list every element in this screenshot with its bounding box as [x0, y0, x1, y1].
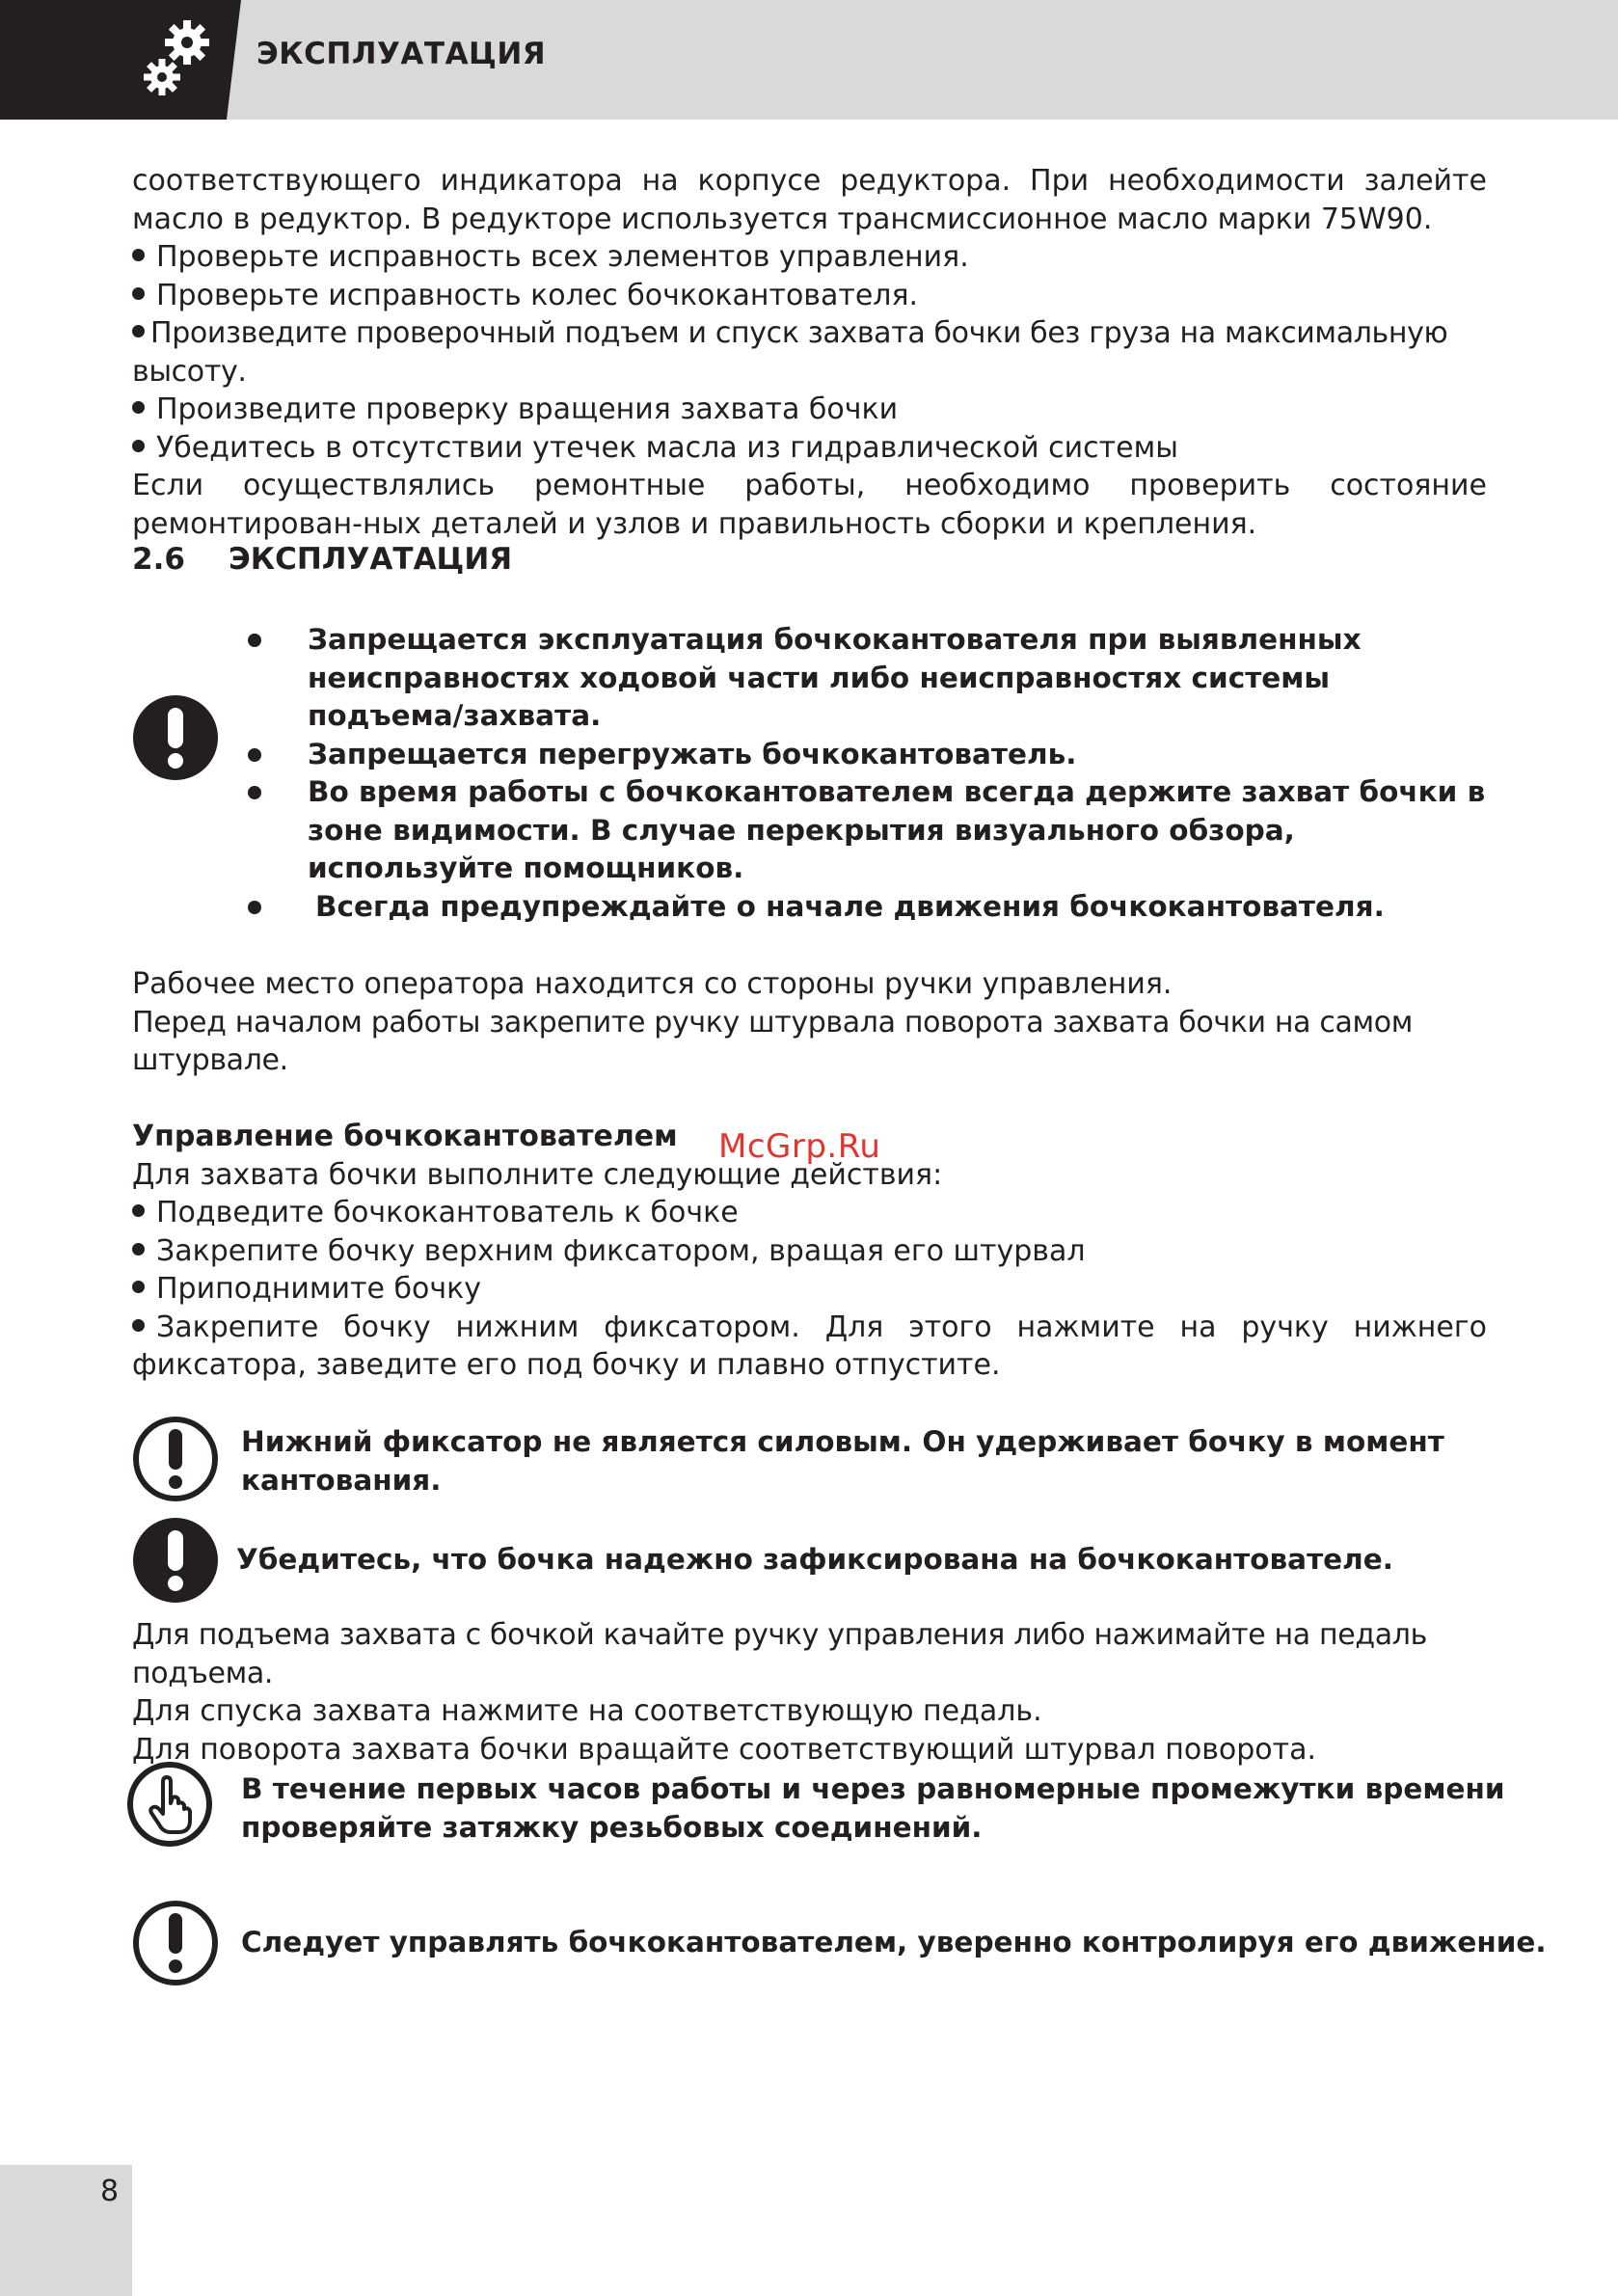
bullet-icon — [132, 1319, 145, 1332]
page-number: 8 — [100, 2174, 120, 2208]
hand-pointer-icon — [126, 1761, 213, 1848]
bullet-icon — [248, 901, 261, 914]
bullet-icon — [248, 786, 261, 799]
intro-paragraph: соответствующего индикатора на корпусе редуктора. При необходимости залейте масло в редуктор. В редукторе используется трансмиссионное масло марки 75W90. — [132, 164, 1487, 236]
lifting-line: Для спуска захвата нажмите на соответствующую педаль. — [132, 1694, 1042, 1728]
section-number: 2.6 — [132, 542, 185, 577]
bullet-icon — [132, 249, 145, 261]
list-item: Закрепите бочку верхним фиксатором, вращая его штурвал — [132, 1232, 1487, 1271]
control-heading: Управление бочкокантователем — [132, 1120, 678, 1153]
exclamation-outline-icon — [132, 1416, 219, 1502]
section-name: ЭКСПЛУАТАЦИЯ — [229, 542, 513, 577]
header-title: ЭКСПЛУАТАЦИЯ — [256, 37, 547, 71]
bullet-icon — [248, 634, 261, 647]
intro-block — [132, 162, 1487, 543]
bullet-icon — [132, 287, 145, 300]
note-text: В течение первых часов работы и через равномерные промежутки времени — [241, 1772, 1505, 1805]
note-text: кантования. — [241, 1463, 442, 1497]
header-bar — [0, 0, 1618, 120]
warning-item: Запрещается эксплуатация бочкокантователя при выявленных неисправностях ходовой части либо неисправностях системы подъема/захвата. — [238, 621, 1492, 736]
exclamation-icon — [132, 1517, 219, 1604]
warning-list — [238, 621, 1492, 926]
list-item: Приподнимите бочку — [132, 1270, 1487, 1309]
operator-line: Перед началом работы закрепите ручку штурвала поворота захвата бочки на самом штурвале. — [132, 1005, 1414, 1077]
bullet-icon — [132, 1204, 145, 1217]
note-text: Нижний фиксатор не является силовым. Он удерживает бочку в момент — [241, 1425, 1444, 1458]
operation-block — [132, 965, 1487, 1385]
exclamation-icon — [132, 694, 219, 781]
note-text: проверяйте затяжку резьбовых соединений. — [241, 1810, 983, 1844]
lifting-line: Для поворота захвата бочки вращайте соответствующий штурвал поворота. — [132, 1732, 1317, 1767]
lifting-block — [132, 1616, 1487, 1769]
bullet-icon — [132, 440, 145, 452]
warning-item: Запрещается перегружать бочкокантователь. — [238, 736, 1492, 774]
list-item: Убедитесь в отсутствии утечек масла из гидравлической системы — [132, 429, 1487, 468]
list-item: Проверьте исправность всех элементов управления. — [132, 238, 1487, 277]
bullet-icon — [132, 1243, 145, 1256]
list-item: Закрепите бочку нижним фиксатором. Для этого нажмите на ручку нижнего фиксатора, заведите его под бочку и плавно отпустите. — [132, 1310, 1487, 1382]
list-item: Проверьте исправность колес бочкокантователя. — [132, 277, 1487, 315]
bullet-icon — [132, 401, 145, 414]
warning-item: Во время работы с бочкокантователем всегда держите захват бочки в зоне видимости. В случае перекрытия визуального обзора, используйте помощников. — [238, 773, 1492, 888]
lifting-line: Для подъема захвата с бочкой качайте ручку управления либо нажимайте на педаль подъема. — [132, 1618, 1427, 1690]
list-item: Произведите проверочный подъем и спуск захвата бочки без груза на максимальную высоту. — [132, 316, 1448, 389]
note-text: Следует управлять бочкокантователем, уверенно контролируя его движение. — [241, 1926, 1547, 1958]
bullet-icon — [248, 748, 261, 762]
list-item: Произведите проверку вращения захвата бочки — [132, 391, 1487, 429]
list-item: Подведите бочкокантователь к бочке — [132, 1194, 1487, 1232]
bullet-icon — [132, 1281, 145, 1293]
note-text: Убедитесь, что бочка надежно зафиксирована на бочкокантователе. — [236, 1543, 1393, 1576]
intro-closing: Если осуществлялись ремонтные работы, необходимо проверить состояние ремонтирован-ных деталей и узлов и правильность сборки и крепления. — [132, 469, 1487, 541]
operator-line: Рабочее место оператора находится со стороны ручки управления. — [132, 967, 1173, 1001]
control-intro: Для захвата бочки выполните следующие действия: — [132, 1157, 943, 1192]
bullet-icon — [132, 325, 145, 338]
gears-icon — [143, 17, 216, 98]
exclamation-outline-icon — [132, 1900, 219, 1986]
warning-item: Всегда предупреждайте о начале движения бочкокантователя. — [238, 888, 1492, 927]
watermark: McGrp.Ru — [718, 1127, 881, 1166]
section-title — [132, 542, 512, 577]
